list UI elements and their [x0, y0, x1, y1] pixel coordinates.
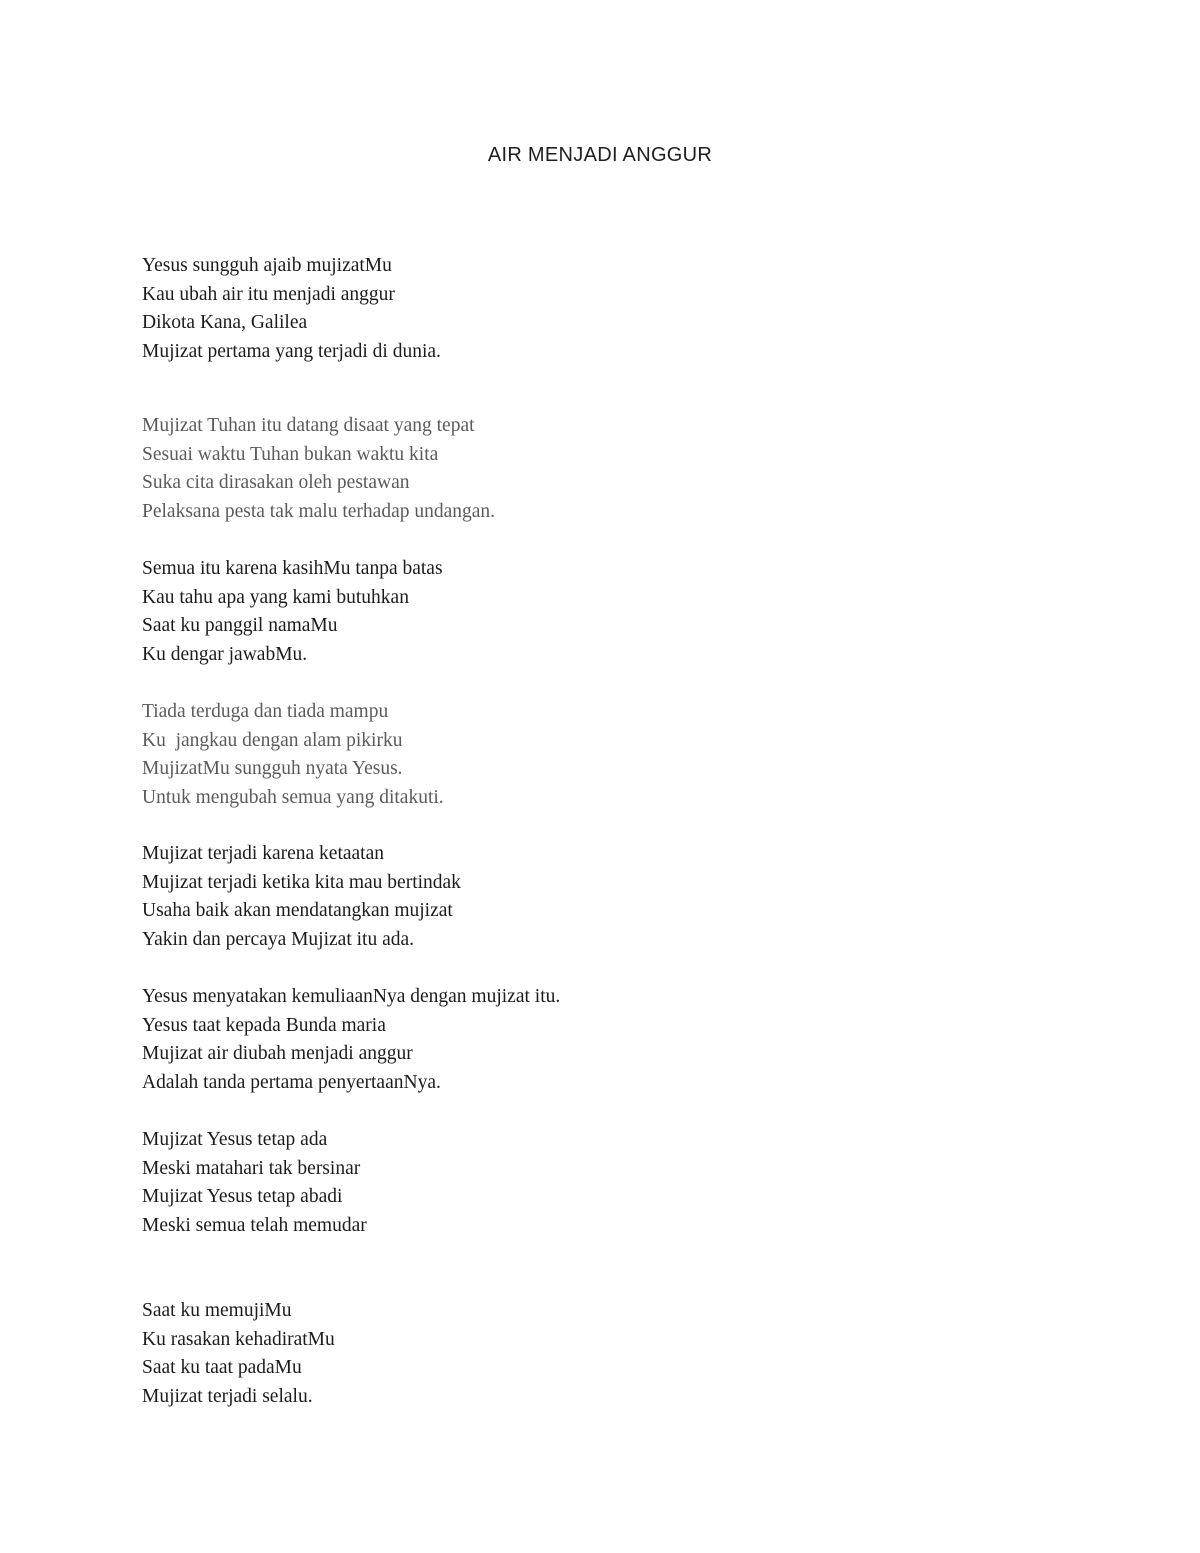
- stanza-line: Yesus sungguh ajaib mujizatMu: [142, 255, 392, 276]
- stanza-3: [142, 555, 1042, 669]
- stanza-line: Saat ku panggil namaMu: [142, 615, 338, 637]
- stanza-5: [142, 840, 1042, 954]
- stanza-line: Mujizat air diubah menjadi anggur: [142, 1043, 413, 1065]
- stanza-line: Yakin dan percaya Mujizat itu ada.: [142, 928, 415, 950]
- stanza-line: Saat ku memujiMu: [142, 1300, 292, 1321]
- stanza-line: Ku dengar jawabMu.: [142, 643, 308, 665]
- stanza-line: Yesus taat kepada Bunda maria: [142, 1014, 386, 1036]
- stanza-line: Kau ubah air itu menjadi anggur: [142, 283, 395, 305]
- stanza-2: [142, 412, 1042, 526]
- stanza-line: Mujizat Tuhan itu datang disaat yang tepat: [142, 415, 475, 436]
- stanza-line: Yesus menyatakan kemuliaanNya dengan mujizat itu.: [142, 986, 561, 1007]
- stanza-8: [142, 1297, 1042, 1411]
- stanza-line: Semua itu karena kasihMu tanpa batas: [142, 558, 443, 579]
- stanza-line: Adalah tanda pertama penyertaanNya.: [142, 1071, 441, 1093]
- stanza-line: MujizatMu sungguh nyata Yesus.: [142, 758, 403, 780]
- stanza-line: Tiada terduga dan tiada mampu: [142, 701, 389, 722]
- stanza-line: Meski semua telah memudar: [142, 1214, 367, 1236]
- stanza-6: [142, 983, 1042, 1097]
- document-title: AIR MENJADI ANGGUR: [487, 144, 713, 166]
- stanza-line: Suka cita dirasakan oleh pestawan: [142, 472, 410, 494]
- stanza-line: Mujizat Yesus tetap ada: [142, 1129, 328, 1150]
- stanza-1: [142, 252, 1042, 366]
- stanza-line: Mujizat pertama yang terjadi di dunia.: [142, 340, 441, 362]
- stanza-7: [142, 1126, 1042, 1240]
- stanza-line: Mujizat terjadi karena ketaatan: [142, 843, 384, 864]
- stanza-line: Kau tahu apa yang kami butuhkan: [142, 586, 409, 608]
- stanza-line: Dikota Kana, Galilea: [142, 312, 308, 334]
- stanza-line: Usaha baik akan mendatangkan mujizat: [142, 900, 453, 922]
- stanza-4: [142, 698, 1042, 812]
- stanza-line: Ku jangkau dengan alam pikirku: [142, 729, 403, 751]
- stanza-line: Mujizat terjadi ketika kita mau bertindak: [142, 871, 461, 893]
- stanza-line: Sesuai waktu Tuhan bukan waktu kita: [142, 443, 439, 465]
- stanza-line: Saat ku taat padaMu: [142, 1357, 302, 1379]
- stanza-line: Ku rasakan kehadiratMu: [142, 1328, 335, 1350]
- stanza-line: Mujizat terjadi selalu.: [142, 1385, 313, 1407]
- stanza-line: Meski matahari tak bersinar: [142, 1157, 361, 1179]
- stanza-line: Mujizat Yesus tetap abadi: [142, 1186, 343, 1208]
- stanza-line: Untuk mengubah semua yang ditakuti.: [142, 786, 444, 808]
- stanza-line: Pelaksana pesta tak malu terhadap undangan.: [142, 500, 496, 522]
